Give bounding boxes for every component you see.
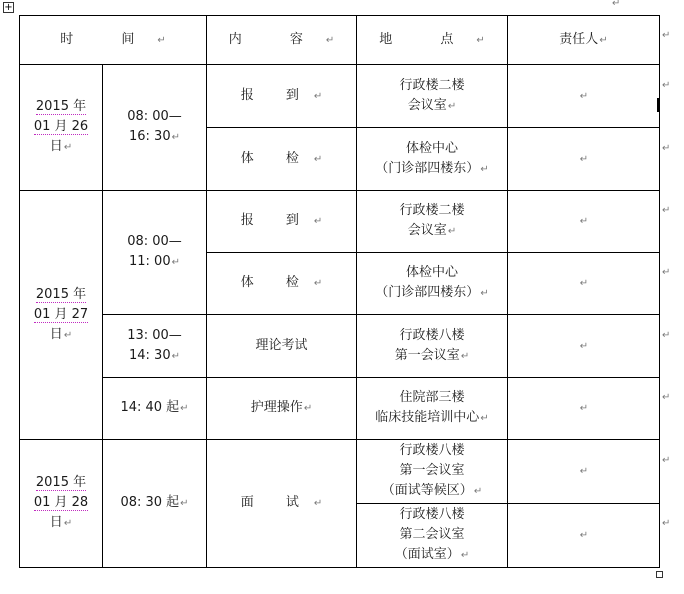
table-row — [20, 378, 660, 440]
row-end-mark: ↵ — [662, 518, 671, 529]
content-cell: 体 检↵ — [207, 253, 357, 315]
row-end-mark: ↵ — [662, 330, 671, 341]
header-person: 责任人↵ — [508, 16, 660, 65]
date-cell-day3: 2015 年 01 月 28 日↵ — [20, 440, 103, 568]
person-cell: ↵ — [508, 504, 660, 568]
content-cell: 面 试↵ — [207, 440, 357, 568]
location-cell: 住院部三楼 临床技能培训中心↵ — [357, 378, 508, 440]
row-end-mark: ↵ — [662, 30, 671, 41]
location-cell: 行政楼八楼 第一会议室↵ — [357, 315, 508, 378]
location-cell: 行政楼八楼 第二会议室 （面试室）↵ — [357, 504, 508, 568]
date-cell-day2: 2015 年 01 月 27 日↵ — [20, 191, 103, 440]
paragraph-mark: ↵ — [612, 0, 621, 9]
date-cell-day1: 2015 年 01 月 26 日↵ — [20, 65, 103, 191]
table-row — [20, 191, 660, 253]
time-cell: 13: 00— 14: 30↵ — [103, 315, 207, 378]
time-cell: 08: 00— 11: 00↵ — [103, 191, 207, 315]
header-content: 内 容↵ — [207, 16, 357, 65]
person-cell: ↵ — [508, 253, 660, 315]
table-move-handle-icon[interactable]: + — [4, 2, 13, 13]
location-cell: 行政楼八楼 第一会议室 （面试等候区）↵ — [357, 440, 508, 504]
time-cell: 08: 00— 16: 30↵ — [103, 65, 207, 191]
content-cell: 护理操作↵ — [207, 378, 357, 440]
time-cell: 08: 30 起↵ — [103, 440, 207, 568]
person-cell: ↵ — [508, 191, 660, 253]
content-cell: 理论考试 — [207, 315, 357, 378]
person-cell: ↵ — [508, 65, 660, 128]
time-cell: 14: 40 起↵ — [103, 378, 207, 440]
table-row — [20, 315, 660, 378]
person-cell: ↵ — [508, 378, 660, 440]
location-cell: 体检中心 （门诊部四楼东）↵ — [357, 128, 508, 191]
person-cell: ↵ — [508, 440, 660, 504]
schedule-table — [19, 15, 660, 568]
row-end-mark: ↵ — [662, 455, 671, 466]
table-row — [20, 440, 660, 504]
location-cell: 行政楼二楼 会议室↵ — [357, 65, 508, 128]
content-cell: 报 到↵ — [207, 65, 357, 128]
location-cell: 行政楼二楼 会议室↵ — [357, 191, 508, 253]
header-location: 地 点↵ — [357, 16, 508, 65]
table-resize-handle[interactable] — [656, 571, 663, 578]
person-cell: ↵ — [508, 315, 660, 378]
content-cell: 体 检↵ — [207, 128, 357, 191]
content-cell: 报 到↵ — [207, 191, 357, 253]
header-time: 时 间↵ — [20, 16, 207, 65]
row-end-mark: ↵ — [662, 267, 671, 278]
row-end-mark: ↵ — [662, 392, 671, 403]
row-end-mark: ↵ — [662, 143, 671, 154]
header-row — [20, 16, 660, 65]
table-row — [20, 65, 660, 128]
row-end-mark: ↵ — [662, 80, 671, 91]
row-end-mark: ↵ — [662, 205, 671, 216]
location-cell: 体检中心 （门诊部四楼东）↵ — [357, 253, 508, 315]
person-cell: ↵ — [508, 128, 660, 191]
